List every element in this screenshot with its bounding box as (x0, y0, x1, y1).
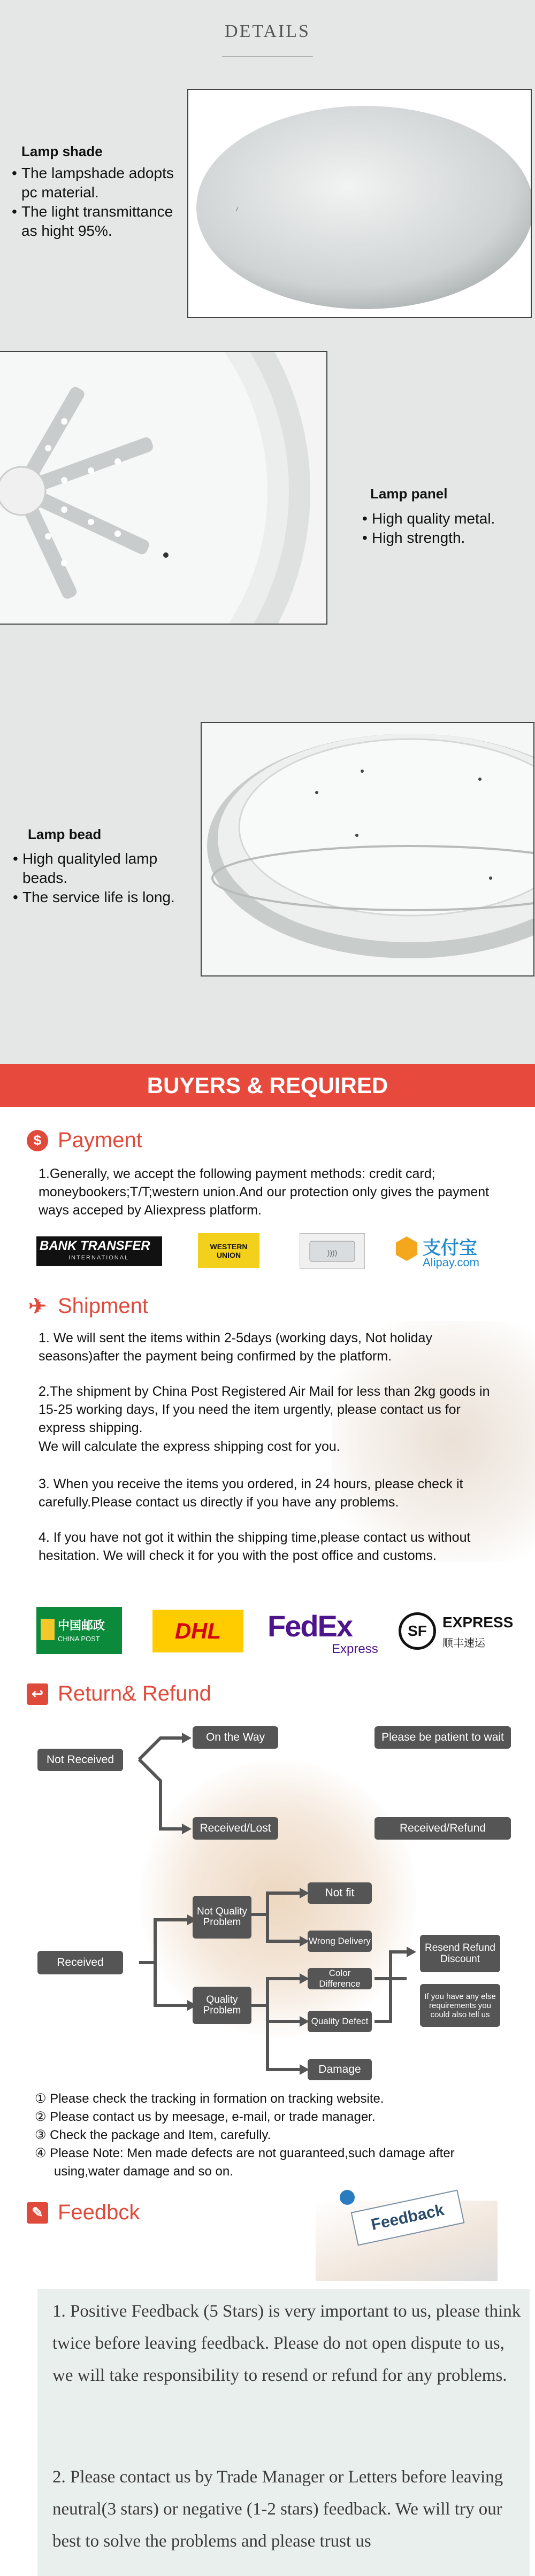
refund-note: ④ Please Note: Men made defects are not guaranteed,such damage after using,water damage and so on. (35, 2146, 455, 2179)
lamp-panel-bullet: • High quality metal. (362, 509, 523, 528)
svg-text:~: ~ (231, 204, 243, 214)
china-post-emblem-icon (41, 1619, 55, 1640)
lamp-shade-bullets (12, 164, 183, 241)
sf-express-logo (399, 1610, 514, 1655)
china-post-en: CHINA POST (58, 1635, 100, 1643)
flow-not-received: Not Received (37, 1749, 123, 1771)
payment-header (27, 1128, 142, 1152)
flow-not-fit: Not fit (308, 1882, 372, 1904)
dhl-logo: DHL (152, 1610, 243, 1652)
details-section (0, 0, 535, 1064)
lamp-shade-bullet: • The lampshade adopts pc material. (12, 164, 183, 202)
alipay-logo (396, 1233, 511, 1271)
return-icon: ↩ (27, 1683, 48, 1705)
feedback-title: Feedbck (58, 2201, 140, 2224)
feedback-hand-photo (310, 2169, 503, 2302)
refund-note: ① Please check the tracking in formation on tracking website. (35, 2091, 384, 2106)
shipment-header (27, 1294, 148, 1318)
flow-received-refund: Received/Refund (374, 1817, 511, 1840)
shipment-p3: 3. When you receive the items you ordered, in 24 hours, please check it carefully.Please contact us directly if you have any problems. (39, 1477, 463, 1510)
lamp-bead-image (201, 722, 534, 976)
feedback-header (27, 2201, 140, 2225)
china-post-cn: 中国邮政 (58, 1619, 105, 1632)
flow-patient: Please be patient to wait (374, 1726, 511, 1749)
refund-title: Return& Refund (58, 1682, 211, 1705)
payment-text: 1.Generally, we accept the following payment methods: credit card; moneybookers;T/T;western union.And our protection only gives the payment ways acceped by Aliexpress platform. (39, 1166, 490, 1218)
lamp-panel-title: Lamp panel (370, 486, 448, 502)
refund-notes (35, 2090, 506, 2181)
alipay-url: Alipay.com (423, 1256, 479, 1269)
sf-express-text: EXPRESS (442, 1614, 514, 1631)
shipment-p2b: We will calculate the express shipping cost for you. (39, 1439, 340, 1454)
shipment-p4: 4. If you have not got it within the shipping time,please contact us without hesitation. We will check it for you with the post office and customs. (39, 1530, 471, 1563)
svg-text:)))): )))) (327, 1248, 338, 1257)
sf-cn: 顺丰速运 (442, 1637, 485, 1649)
fedex-logo (268, 1604, 391, 1660)
sf-badge: SF (399, 1612, 436, 1650)
feedback-p2: 2. Please contact us by Trade Manager or Letters before leaving neutral(3 stars) or negative (1-2 stars) feedback. We will try our best to solve the problems and please trust us (52, 2467, 503, 2551)
flow-quality: Quality Problem (193, 1987, 251, 2024)
lamp-shade-image (187, 89, 532, 318)
flow-received-lost: Received/Lost (193, 1817, 278, 1840)
buyers-section (0, 1107, 535, 2576)
flow-else: If you have any else requirements you could also tell us (420, 1984, 500, 2027)
dollar-icon: $ (27, 1130, 48, 1151)
flow-quality-defect: Quality Defect (308, 2011, 372, 2032)
fedex-text: FedEx (268, 1609, 353, 1643)
details-divider (222, 56, 313, 57)
lamp-bead-title: Lamp bead (28, 826, 102, 842)
feedback-p1: 1. Positive Feedback (5 Stars) is very important to us, please think twice before leaving feedback. Please do not open dispute to us, we will take responsibility to resend or refund for any problems. (52, 2302, 521, 2385)
china-post-logo (36, 1607, 122, 1654)
shipment-title: Shipment (58, 1294, 148, 1318)
alipay-cn: 支付宝 (423, 1238, 477, 1258)
flow-damage: Damage (308, 2059, 372, 2080)
feedback-badge: Feedback (351, 2189, 465, 2246)
refund-flowchart (32, 1717, 514, 2080)
lamp-bead-bullet: • High qualityled lamp beads. (13, 849, 203, 888)
flow-on-the-way: On the Way (193, 1726, 278, 1749)
refund-note: ② Please contact us by meesage, e-mail, or trade manager. (35, 2110, 376, 2124)
refund-header (27, 1682, 211, 1706)
western-union-logo: WESTERN UNION (198, 1233, 259, 1268)
feedback-icon: ✎ (27, 2202, 48, 2224)
shipment-p2: 2.The shipment by China Post Registered Air Mail for less than 2kg goods in 15-25 working days, If you need the item urgently, please contact us for express shipping. (39, 1384, 490, 1435)
flow-not-quality: Not Quality Problem (193, 1896, 251, 1939)
flow-wrong-delivery: Wrong Delivery (308, 1931, 372, 1952)
flow-resend: Resend Refund Discount (420, 1935, 500, 1972)
refund-note: ③ Check the package and Item, carefully. (35, 2128, 271, 2142)
bank-transfer-logo (36, 1236, 162, 1266)
flow-received: Received (37, 1951, 123, 1974)
feedback-card (37, 2289, 530, 2576)
buyers-banner: BUYERS & REQUIRED (0, 1064, 535, 1107)
details-title: DETAILS (225, 21, 310, 41)
lamp-shade-title: Lamp shade (21, 143, 103, 159)
pin-icon (340, 2190, 355, 2205)
lamp-panel-image (0, 351, 327, 625)
lamp-shade-bullet: • The light transmittance as hight 95%. (12, 202, 183, 241)
lamp-bead-bullets (13, 849, 203, 907)
lamp-panel-bullets (362, 509, 523, 548)
lamp-panel-bullet: • High strength. (362, 528, 523, 548)
payment-title: Payment (58, 1128, 142, 1152)
alipay-shield-icon (396, 1236, 417, 1261)
airplane-icon: ✈ (28, 1294, 47, 1318)
fedex-express: Express (332, 1642, 378, 1656)
card-logo (300, 1233, 365, 1269)
bank-transfer-sub: INTERNATIONAL (68, 1255, 129, 1261)
flow-color-difference: Color Difference (308, 1968, 372, 1989)
lamp-bead-bullet: • The service life is long. (13, 888, 203, 907)
bank-transfer-text: BANK TRANSFER (40, 1239, 150, 1253)
shipment-p1: 1. We will sent the items within 2-5days (working days, Not holiday seasons)after the payment being confirmed by the platform. (39, 1331, 432, 1364)
